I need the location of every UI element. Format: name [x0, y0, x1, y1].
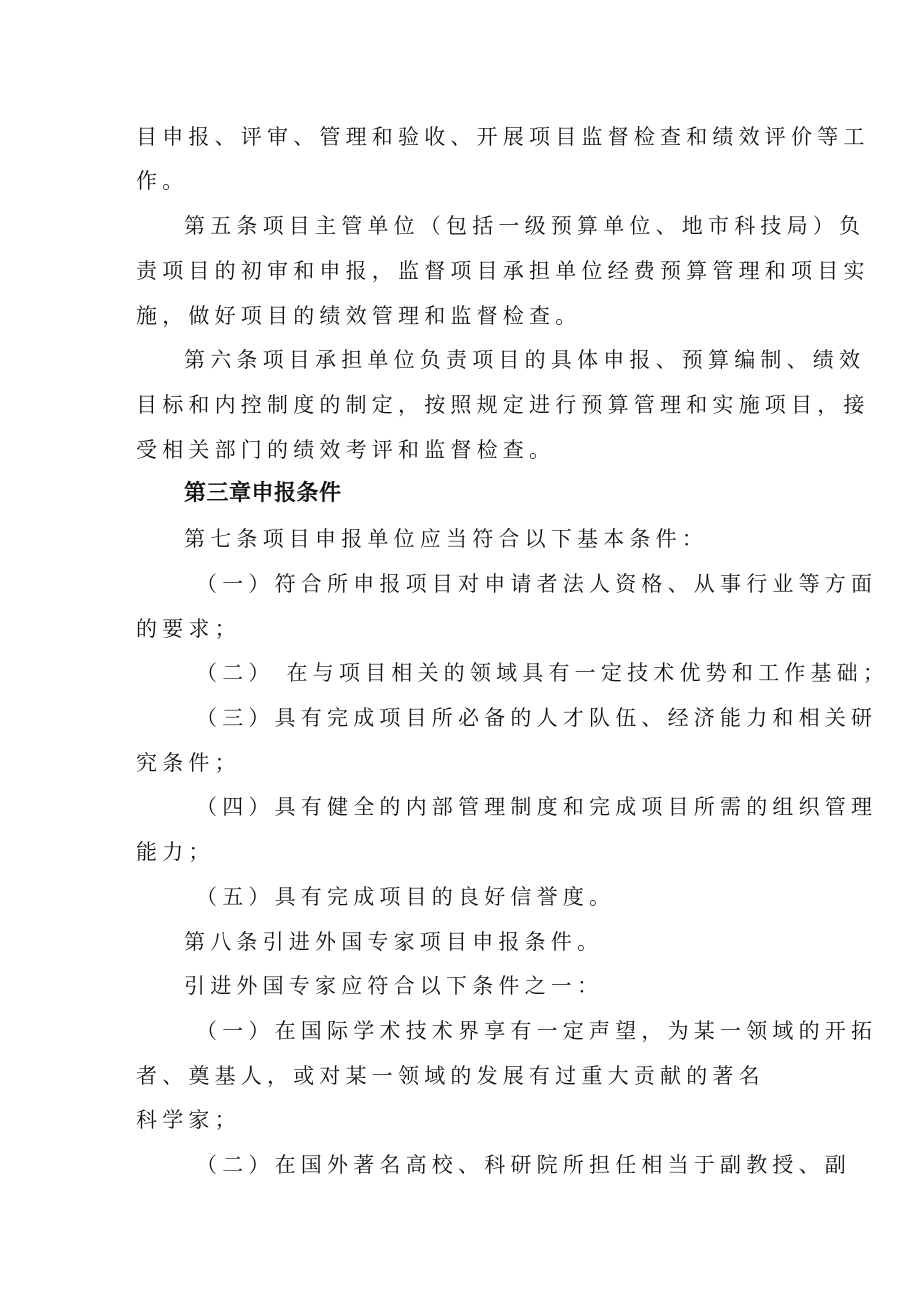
condition-line: （一）符合所申报项目对申请者法人资格、从事行业等方面 [196, 572, 878, 596]
expert-condition-line: 者、奠基人，或对某一领域的发展有过重大贡献的著名 [136, 1064, 765, 1088]
expert-condition-line: 科学家； [136, 1108, 241, 1132]
article-6-line: 第六条项目承担单位负责项目的具体申报、预算编制、绩效 [184, 348, 866, 372]
article-6-line: 目标和内控制度的制定，按照规定进行预算管理和实施项目，接 [136, 393, 870, 417]
article-7-line: 第七条项目申报单位应当符合以下基本条件： [184, 527, 708, 551]
expert-condition-line: （二）在国外著名高校、科研院所担任相当于副教授、副 [196, 1153, 851, 1177]
condition-line: （五）具有完成项目的良好信誉度。 [196, 885, 616, 909]
article-5-line: 第五条项目主管单位（包括一级预算单位、地市科技局）负 [184, 214, 866, 238]
article-6-line: 受相关部门的绩效考评和监督检查。 [136, 438, 556, 462]
condition-line: （二） 在与项目相关的领域具有一定技术优势和工作基础； [196, 661, 890, 685]
paragraph-line: 目申报、评审、管理和验收、开展项目监督检查和绩效评价等工 [136, 125, 870, 149]
article-8-line: 第八条引进外国专家项目申报条件。 [184, 930, 604, 954]
condition-line: 的要求； [136, 617, 241, 641]
condition-line: 能力； [136, 840, 215, 864]
article-5-line: 责项目的初审和申报，监督项目承担单位经费预算管理和项目实 [136, 259, 870, 283]
paragraph-line: 作。 [136, 169, 189, 193]
expert-condition-line: （一）在国际学术技术界享有一定声望，为某一领域的开拓 [196, 1019, 878, 1043]
article-5-line: 施，做好项目的绩效管理和监督检查。 [136, 304, 582, 328]
condition-line: （三）具有完成项目所必备的人才队伍、经济能力和相关研 [196, 706, 878, 730]
condition-line: 究条件； [136, 751, 241, 775]
chapter-heading: 第三章申报条件 [184, 481, 342, 506]
condition-line: （四）具有健全的内部管理制度和完成项目所需的组织管理 [196, 795, 878, 819]
article-8-line: 引进外国专家应符合以下条件之一： [184, 974, 604, 998]
